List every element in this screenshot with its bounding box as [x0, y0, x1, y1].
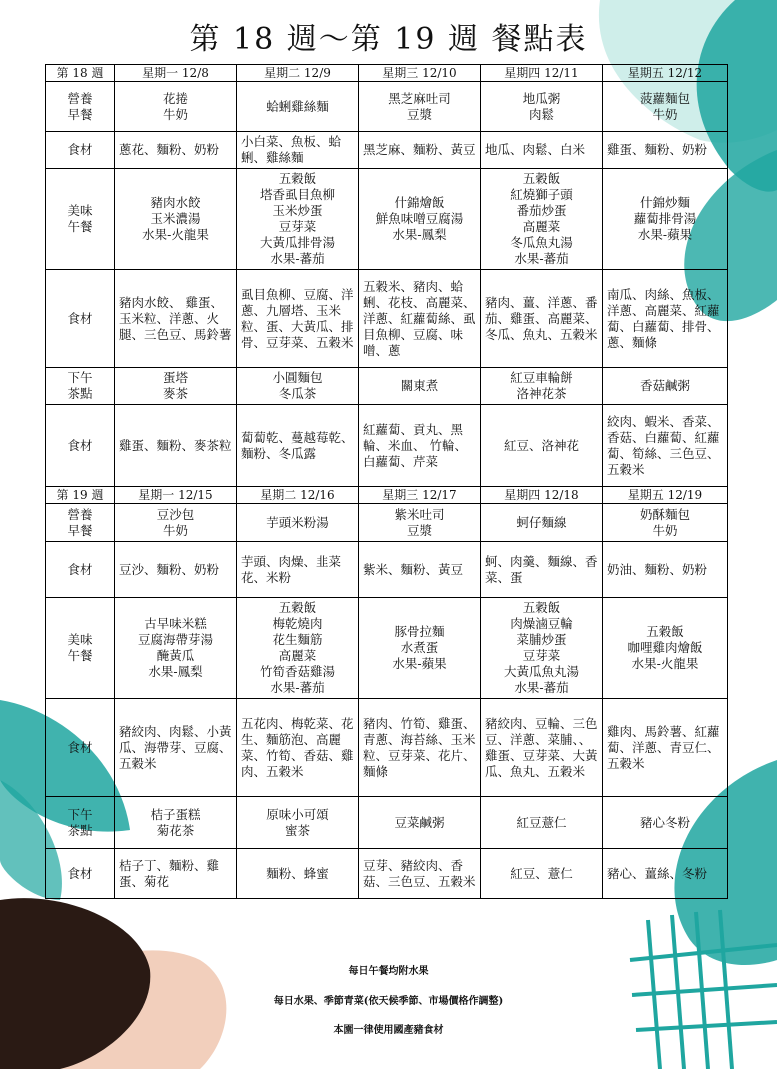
ingredients-cell: 虱目魚柳、豆腐、洋蔥、九層塔、玉米粒、蛋、大黃瓜、排骨、豆芽菜、五穀米	[237, 270, 359, 368]
lunch-cell: 五穀飯 塔香虱目魚柳 玉米炒蛋 豆芽菜 大黃瓜排骨湯 水果-蕃茄	[237, 169, 359, 270]
ingredients-label: 食材	[46, 849, 115, 899]
snack-label: 下午 茶點	[46, 368, 115, 405]
ingredients-cell: 雞肉、馬鈴薯、紅蘿蔔、洋蔥、青豆仁、五穀米	[603, 699, 728, 797]
ingredients-label: 食材	[46, 132, 115, 169]
ingredients-label: 食材	[46, 542, 115, 598]
footnote-fruit: 每日午餐均附水果	[348, 966, 429, 977]
day-header: 星期一 12/15	[115, 487, 237, 504]
breakfast-cell: 黑芝麻吐司 豆漿	[359, 82, 481, 132]
breakfast-label: 營養 早餐	[46, 504, 115, 542]
lunch-label: 美味 午餐	[46, 598, 115, 699]
ingredients-cell: 南瓜、肉絲、魚板、洋蔥、高麗菜、紅蘿蔔、白蘿蔔、排骨、蔥、麵條	[603, 270, 728, 368]
lunch-row	[46, 169, 728, 270]
lunch-cell: 豚骨拉麵 水煮蛋 水果-蘋果	[359, 598, 481, 699]
lunch-label: 美味 午餐	[46, 169, 115, 270]
snack-cell: 紅豆車輪餅 洛神花茶	[481, 368, 603, 405]
breakfast-row	[46, 82, 728, 132]
snack-row	[46, 368, 728, 405]
lunch-cell: 什錦燴飯 鮮魚味噌豆腐湯 水果-鳳梨	[359, 169, 481, 270]
snack-ingredients-row	[46, 405, 728, 487]
lunch-cell: 五穀飯 咖哩雞肉燴飯 水果-火龍果	[603, 598, 728, 699]
snack-cell: 蛋塔 麥茶	[115, 368, 237, 405]
ingredients-cell: 五花肉、梅乾菜、花生、麵筋泡、高麗菜、竹筍、香菇、雞肉、五穀米	[237, 699, 359, 797]
page-title: 第 18 週～第 19 週 餐點表	[189, 22, 588, 57]
snack-cell: 豆菜鹹粥	[359, 797, 481, 849]
ingredients-cell: 麵粉、蜂蜜	[237, 849, 359, 899]
week-header-row	[46, 487, 728, 504]
week-label: 第 18 週	[46, 65, 115, 82]
snack-cell: 桔子蛋糕 菊花茶	[115, 797, 237, 849]
ingredients-cell: 絞肉、蝦米、香菜、香菇、白蘿蔔、紅蘿蔔、筍絲、三色豆、五穀米	[603, 405, 728, 487]
ingredients-cell: 豆芽、豬絞肉、香菇、三色豆、五穀米	[359, 849, 481, 899]
breakfast-cell: 菠蘿麵包 牛奶	[603, 82, 728, 132]
ingredients-cell: 豬肉、薑、洋蔥、番茄、雞蛋、高麗菜、冬瓜、魚丸、五穀米	[481, 270, 603, 368]
ingredients-cell: 豬肉、竹筍、雞蛋、青蔥、海苔絲、玉米粒、豆芽菜、花片、麵條	[359, 699, 481, 797]
ingredients-cell: 小白菜、魚板、蛤蜊、雞絲麵	[237, 132, 359, 169]
ingredients-label: 食材	[46, 405, 115, 487]
breakfast-cell: 地瓜粥 肉鬆	[481, 82, 603, 132]
breakfast-cell: 蚵仔麵線	[481, 504, 603, 542]
snack-cell: 香菇鹹粥	[603, 368, 728, 405]
day-header: 星期四 12/11	[481, 65, 603, 82]
week-19-section	[46, 487, 728, 899]
lunch-cell: 豬肉水餃 玉米濃湯 水果-火龍果	[115, 169, 237, 270]
breakfast-cell: 紫米吐司 豆漿	[359, 504, 481, 542]
snack-cell: 豬心冬粉	[603, 797, 728, 849]
day-header: 星期五 12/19	[603, 487, 728, 504]
snack-ingredients-row	[46, 849, 728, 899]
snack-label: 下午 茶點	[46, 797, 115, 849]
ingredients-label: 食材	[46, 699, 115, 797]
ingredients-cell: 奶油、麵粉、奶粉	[603, 542, 728, 598]
ingredients-cell: 豆沙、麵粉、奶粉	[115, 542, 237, 598]
snack-row	[46, 797, 728, 849]
ingredients-cell: 紅豆、洛神花	[481, 405, 603, 487]
breakfast-cell: 芋頭米粉湯	[237, 504, 359, 542]
ingredients-cell: 桔子丁、麵粉、雞蛋、菊花	[115, 849, 237, 899]
day-header: 星期四 12/18	[481, 487, 603, 504]
snack-cell: 原味小可頌 蜜茶	[237, 797, 359, 849]
week-header-row	[46, 65, 728, 82]
lunch-ingredients-row	[46, 270, 728, 368]
breakfast-cell: 花捲 牛奶	[115, 82, 237, 132]
breakfast-cell: 蛤蜊雞絲麵	[237, 82, 359, 132]
snack-cell: 紅豆薏仁	[481, 797, 603, 849]
day-header: 星期二 12/9	[237, 65, 359, 82]
ingredients-cell: 芋頭、肉燥、韭菜花、米粉	[237, 542, 359, 598]
breakfast-cell: 豆沙包 牛奶	[115, 504, 237, 542]
day-header: 星期三 12/10	[359, 65, 481, 82]
snack-cell: 小圓麵包 冬瓜茶	[237, 368, 359, 405]
ingredients-cell: 紫米、麵粉、黃豆	[359, 542, 481, 598]
lunch-cell: 五穀飯 紅燒獅子頭 番茄炒蛋 高麗菜 冬瓜魚丸湯 水果-蕃茄	[481, 169, 603, 270]
lunch-ingredients-row	[46, 699, 728, 797]
breakfast-label: 營養 早餐	[46, 82, 115, 132]
ingredients-cell: 蔥花、麵粉、奶粉	[115, 132, 237, 169]
snack-cell: 關東煮	[359, 368, 481, 405]
day-header: 星期五 12/12	[603, 65, 728, 82]
ingredients-cell: 豬心、薑絲、冬粉	[603, 849, 728, 899]
week-18-section	[46, 65, 728, 487]
lunch-cell: 五穀飯 梅乾燒肉 花生麵筋 高麗菜 竹筍香菇雞湯 水果-蕃茄	[237, 598, 359, 699]
meal-schedule-table	[45, 64, 728, 899]
breakfast-ingredients-row	[46, 542, 728, 598]
lunch-row	[46, 598, 728, 699]
footnote-seasonal: 每日水果、季節青菜(依天候季節、市場價格作調整)	[273, 996, 504, 1007]
day-header: 星期三 12/17	[359, 487, 481, 504]
footnote-pork: 本園一律使用國產豬食材	[333, 1025, 444, 1036]
ingredients-cell: 地瓜、肉鬆、白米	[481, 132, 603, 169]
lunch-cell: 五穀飯 肉燥滷豆輪 菜脯炒蛋 豆芽菜 大黃瓜魚丸湯 水果-蕃茄	[481, 598, 603, 699]
ingredients-cell: 雞蛋、麵粉、麥茶粒	[115, 405, 237, 487]
day-header: 星期二 12/16	[237, 487, 359, 504]
lunch-cell: 什錦炒麵 蘿蔔排骨湯 水果-蘋果	[603, 169, 728, 270]
breakfast-ingredients-row	[46, 132, 728, 169]
ingredients-cell: 蚵、肉羹、麵線、香菜、蛋	[481, 542, 603, 598]
ingredients-cell: 紅豆、薏仁	[481, 849, 603, 899]
ingredients-label: 食材	[46, 270, 115, 368]
ingredients-cell: 蔔蔔乾、蔓越莓乾、麵粉、冬瓜露	[237, 405, 359, 487]
ingredients-cell: 豬肉水餃、 雞蛋、玉米粒、洋蔥、火腿、三色豆、馬鈴薯	[115, 270, 237, 368]
ingredients-cell: 五穀米、豬肉、蛤蜊、花枝、高麗菜、洋蔥、紅蘿蔔絲、虱目魚柳、豆腐、味噌、蔥	[359, 270, 481, 368]
ingredients-cell: 雞蛋、麵粉、奶粉	[603, 132, 728, 169]
ingredients-cell: 紅蘿蔔、貢丸、黑輪、米血、 竹輪、白蘿蔔、芹菜	[359, 405, 481, 487]
week-label: 第 19 週	[46, 487, 115, 504]
day-header: 星期一 12/8	[115, 65, 237, 82]
ingredients-cell: 豬絞肉、豆輪、三色豆、洋蔥、菜脯、、雞蛋、豆芽菜、大黃瓜、魚丸、五穀米	[481, 699, 603, 797]
lunch-cell: 古早味米糕 豆腐海帶芽湯 醃黃瓜 水果-鳳梨	[115, 598, 237, 699]
breakfast-cell: 奶酥麵包 牛奶	[603, 504, 728, 542]
ingredients-cell: 黑芝麻、麵粉、黃豆	[359, 132, 481, 169]
breakfast-row	[46, 504, 728, 542]
ingredients-cell: 豬絞肉、肉鬆、小黃瓜、海帶芽、豆腐、五穀米	[115, 699, 237, 797]
